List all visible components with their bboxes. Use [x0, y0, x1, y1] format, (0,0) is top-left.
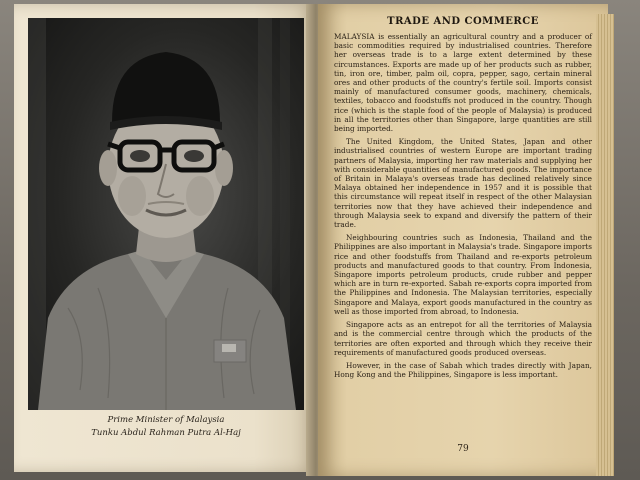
page-body — [334, 32, 592, 383]
right-page — [318, 4, 608, 476]
left-page — [14, 4, 314, 472]
caption-title: Prime Minister of Malaysia — [107, 415, 225, 425]
portrait-illustration — [28, 18, 304, 410]
page-edges — [596, 14, 614, 476]
photo-caption — [28, 414, 304, 440]
paragraph-4: Singapore acts as an entrepot for all the territories of Malaysia and is the commercial centre through which the products of the territories are often exported and through which they receive their requirements of manufactured goods produced overseas. — [334, 320, 592, 357]
open-book — [10, 4, 614, 476]
paragraph-3: Neighbouring countries such as Indonesia, Thailand and the Philippines are also important in Malaysia's trade. Singapore imports rice and other foodstuffs from Thailand and re-exports petroleum products and manufactured goods to that country. From Indonesia, Singapore imports petroleum products, crude rubber and pepper which are in turn re-exported. Sabah re-exports copra imported from the Philippines and Indonesia. The Malaysian territories, especially Singapore and Malaya, export goods manufactured in the country as well as those imported from abroad, to Indonesia. — [334, 233, 592, 316]
paragraph-2: The United Kingdom, the United States, Japan and other industrialised countries of western Europe are important trading partners of Malaysia, importing her raw materials and supplying her with considerable quantities of manufactured goods. The importance of Britain in Malaya's overseas trade has declined relatively since Malaya obtained her independence in 1957 and it is possible that this circumstance will repeat itself in respect of the other Malaysian territories now that they have achieved their independence and through Malaysia seek to expand and diversify the pattern of their trade. — [334, 137, 592, 230]
page-heading: TRADE AND COMMERCE — [387, 16, 539, 27]
portrait-photo — [28, 18, 304, 410]
paragraph-5: However, in the case of Sabah which trades directly with Japan, Hong Kong and the Philippines, Singapore is less important. — [334, 360, 592, 380]
paragraph-1: MALAYSIA is essentially an agricultural country and a producer of basic commodities required by industrialised countries. Therefore her overseas trade is to a large extent determined by these circumstances. Exports are made up of her products such as rubber, tin, iron ore, timber, palm oil, copra, pepper, sago, certain mineral ores and other products of the country's fertile soil. Imports consist mainly of manufactured consumer goods, machinery, chemicals, textiles, tobacco and foodstuffs not produced in the country. Though rice (which is the staple food of the people of Malaysia) is produced in all the territories other than Singapore, large quantities are still being imported. — [334, 32, 592, 134]
page-number: 79 — [457, 444, 469, 454]
caption-name: Tunku Abdul Rahman Putra Al-Haj — [91, 428, 241, 438]
